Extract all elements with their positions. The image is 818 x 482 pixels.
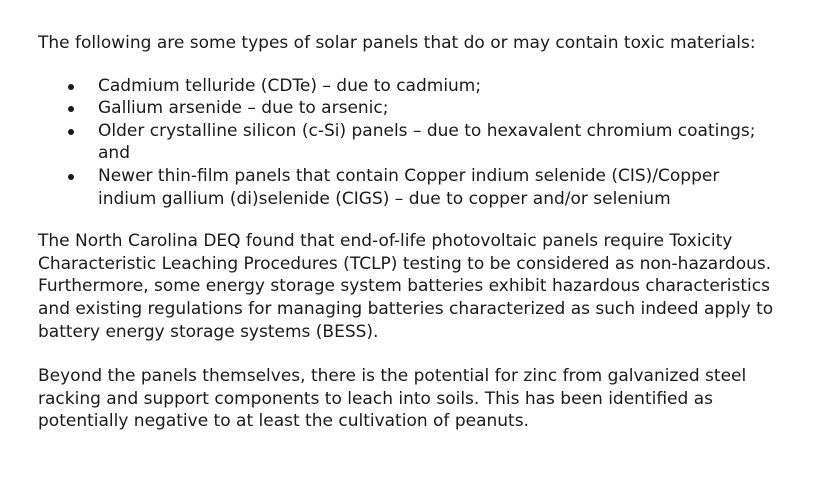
bullet-icon — [68, 84, 74, 90]
list-item — [38, 75, 778, 98]
zinc-leaching-paragraph: Beyond the panels themselves, there is the potential for zinc from galvanized steel racking and support components to leach into soils. This has been identified as potentially negative to at least the cultivation of peanuts. — [38, 366, 747, 432]
bullet-icon — [68, 106, 74, 112]
toxic-panel-list — [38, 75, 778, 211]
deq-findings-paragraph: The North Carolina DEQ found that end-of-life photovoltaic panels require Toxicity Characteristic Leaching Procedures (TCLP) testing to be considered as non-hazardous. Furthermore, some energy storage system batteries exhibit hazardous characteristics and existing regulations for managing batteries characterized as such indeed apply to battery energy storage systems (BESS). — [38, 231, 774, 342]
list-item-text: Gallium arsenide – due to arsenic; — [98, 98, 389, 119]
list-item-text: Newer thin-film panels that contain Copper indium selenide (CIS)/Copper indium gallium (di)selenide (CIGS) – due to copper and/or selenium — [98, 165, 720, 209]
document-body — [38, 32, 778, 433]
list-item — [38, 165, 778, 210]
list-item-text: Cadmium telluride (CDTe) – due to cadmium; — [98, 75, 482, 96]
list-item — [38, 120, 778, 165]
bullet-icon — [68, 129, 74, 135]
list-item — [38, 97, 778, 120]
bullet-icon — [68, 174, 74, 180]
list-item-text: Older crystalline silicon (c-Si) panels – due to hexavalent chromium coatings; and — [98, 120, 756, 164]
intro-paragraph: The following are some types of solar panels that do or may contain toxic materials: — [38, 33, 756, 53]
